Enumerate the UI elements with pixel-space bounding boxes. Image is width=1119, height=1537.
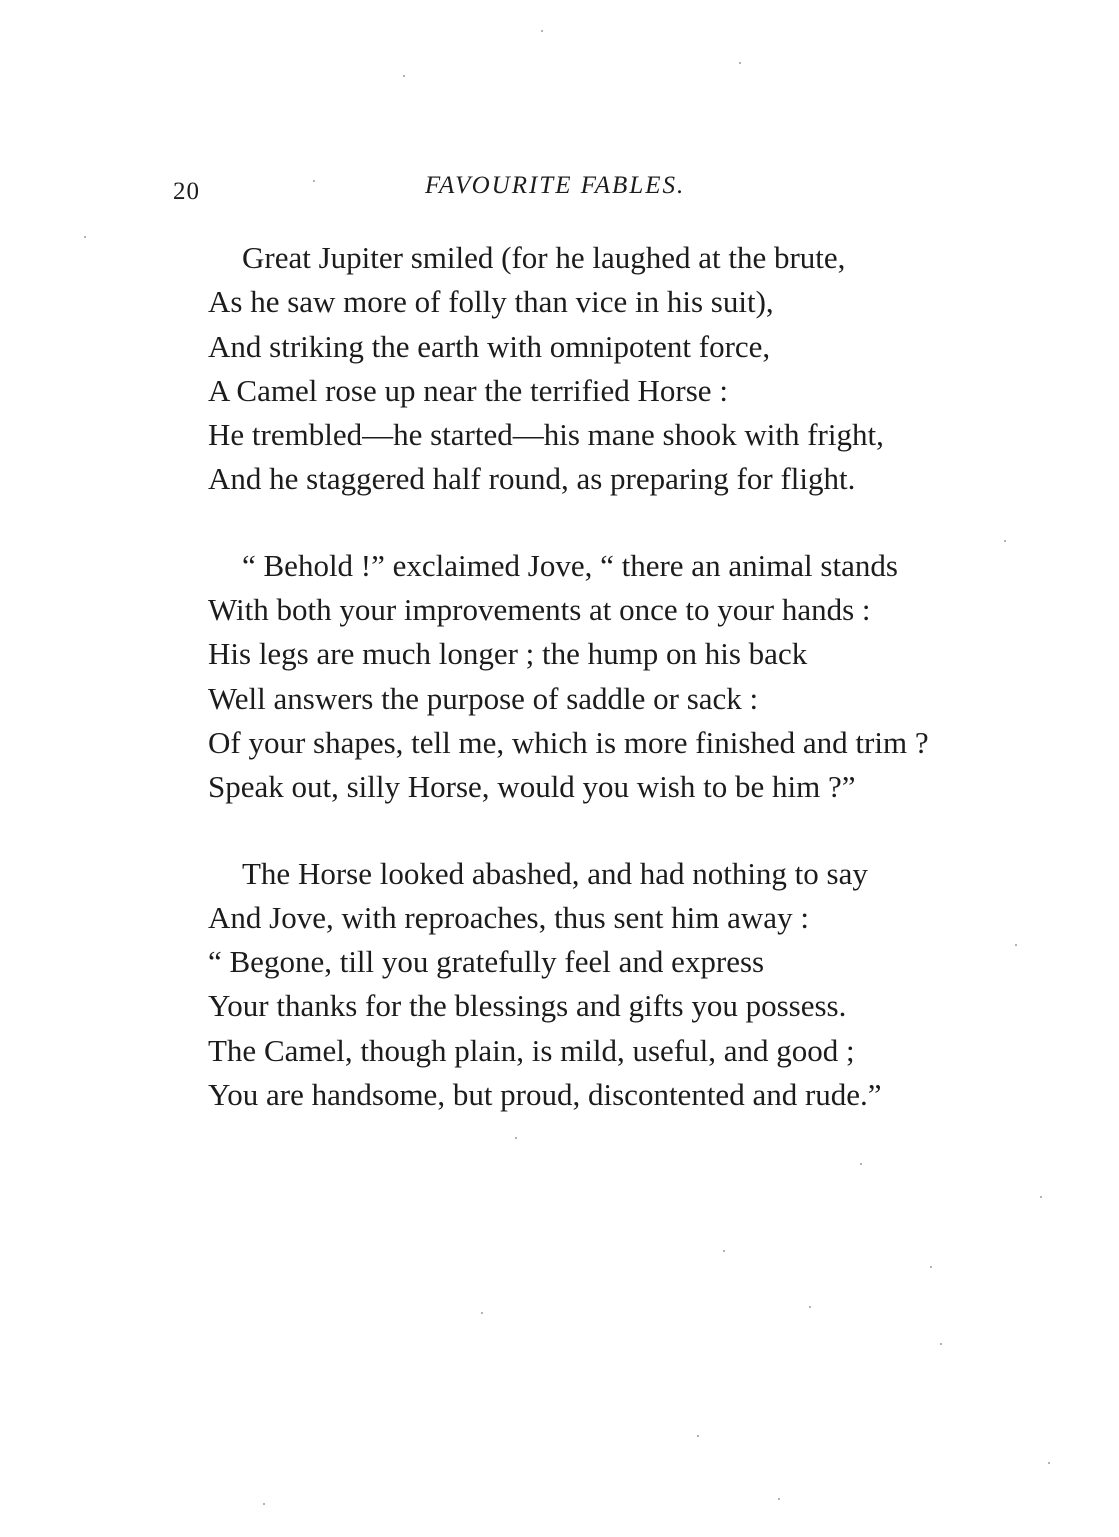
poem-line: As he saw more of folly than vice in his suit), <box>208 284 774 320</box>
speck <box>481 1312 483 1314</box>
stanza-1 <box>208 236 1088 502</box>
stanza-2 <box>208 544 1088 810</box>
poem-line: And he staggered half round, as preparing for flight. <box>208 461 856 497</box>
page-number: 20 <box>173 178 200 205</box>
speck <box>403 75 405 77</box>
speck <box>1004 540 1006 542</box>
poem-line: The Horse looked abashed, and had nothing to say <box>242 855 868 891</box>
speck <box>930 1266 932 1268</box>
stanza-3 <box>208 852 1088 1118</box>
speck <box>1040 1196 1042 1198</box>
poem-line: A Camel rose up near the terrified Horse : <box>208 372 728 408</box>
poem-line: Great Jupiter smiled (for he laughed at the brute, <box>242 240 846 275</box>
poem-line: Your thanks for the blessings and gifts you possess. <box>208 988 847 1024</box>
running-title: FAVOURITE FABLES. <box>425 172 686 199</box>
speck <box>515 1137 517 1139</box>
poem-line: His legs are much longer ; the hump on his back <box>208 636 808 672</box>
speck <box>313 180 315 182</box>
poem-line: “ Begone, till you gratefully feel and express <box>208 944 765 980</box>
speck <box>723 1250 725 1252</box>
poem-line: And Jove, with reproaches, thus sent him away : <box>208 899 809 935</box>
speck <box>697 1435 699 1437</box>
speck <box>1015 944 1017 946</box>
speck <box>739 62 741 64</box>
poem-line: “ Behold !” exclaimed Jove, “ there an animal stands <box>242 547 898 583</box>
speck <box>778 1498 780 1500</box>
page-header <box>0 170 1119 210</box>
speck <box>263 1503 265 1505</box>
poem-line: Speak out, silly Horse, would you wish to be him ?” <box>208 769 856 805</box>
speck <box>809 1306 811 1308</box>
poem-line: The Camel, though plain, is mild, useful, and good ; <box>208 1032 855 1068</box>
speck <box>860 1163 862 1165</box>
speck <box>940 1343 942 1345</box>
poem-line: Well answers the purpose of saddle or sack : <box>208 680 759 716</box>
poem-line: Of your shapes, tell me, which is more finished and trim ? <box>208 724 929 760</box>
speck <box>541 30 543 32</box>
poem-body <box>208 236 1088 1159</box>
speck <box>84 236 86 238</box>
poem-line: You are handsome, but proud, discontented and rude.” <box>208 1077 882 1113</box>
poem-line: And striking the earth with omnipotent force, <box>208 328 771 364</box>
poem-line: With both your improvements at once to your hands : <box>208 592 871 628</box>
poem-line: He trembled—he started—his mane shook with fright, <box>208 417 884 453</box>
speck <box>1048 1462 1050 1464</box>
